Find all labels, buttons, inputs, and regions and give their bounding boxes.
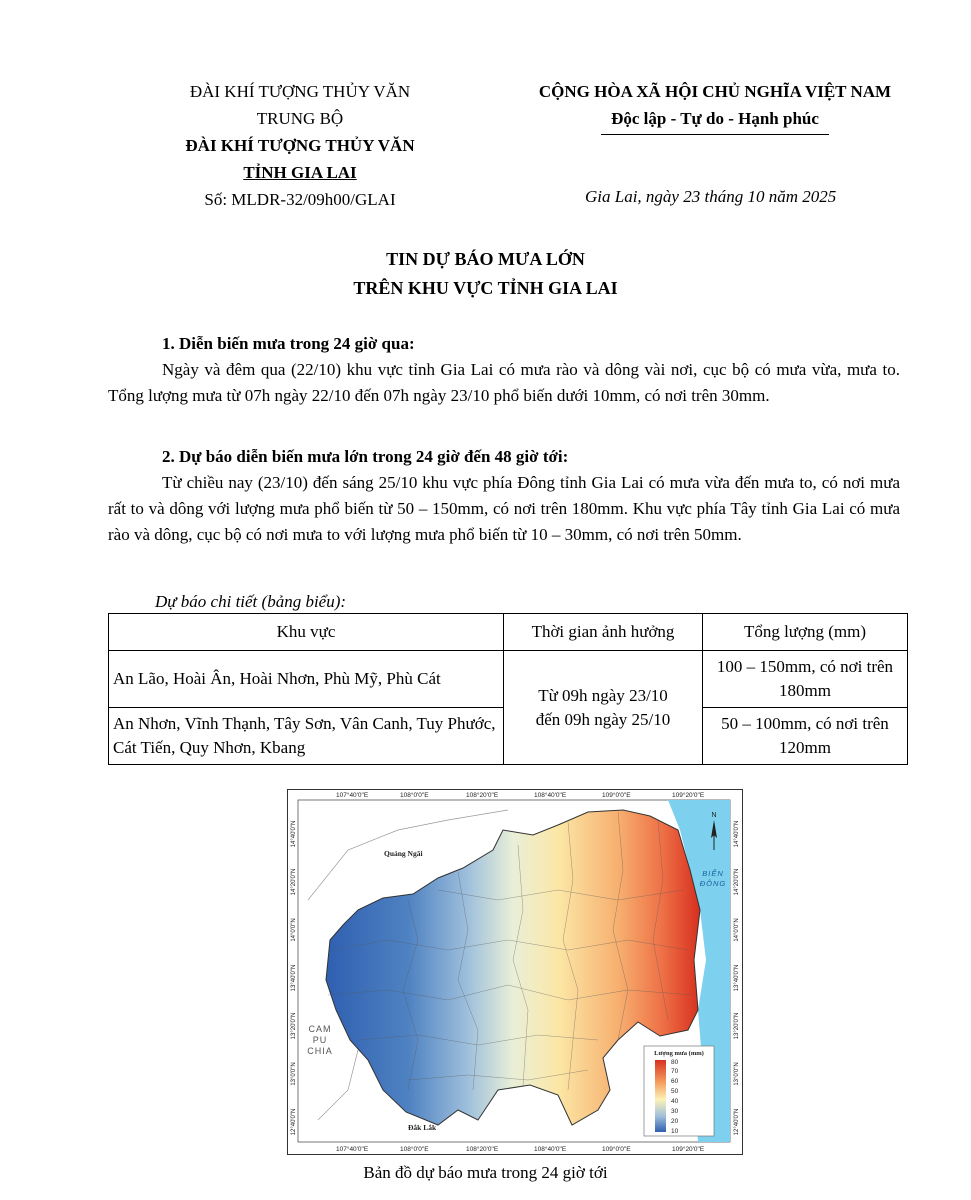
sea-label: BIỂN <box>702 869 724 878</box>
national-header <box>490 78 940 135</box>
legend-value: 60 <box>671 1078 679 1085</box>
section-past-rain <box>108 331 900 409</box>
dak-lak-label: Đắk Lắk <box>408 1123 437 1132</box>
bottom-lon-label: 109°0'0"E <box>602 1146 631 1153</box>
row1-amount: 100 – 150mm, có nơi trên 180mm <box>703 651 908 708</box>
table-caption: Dự báo chi tiết (bảng biểu): <box>155 592 347 611</box>
document-number: Số: MLDR-32/09h00/GLAI <box>204 190 396 209</box>
forecast-table <box>108 613 908 765</box>
right-lat-label: 14°40'0"N <box>734 820 740 848</box>
agency-parent-line1: ĐÀI KHÍ TƯỢNG THỦY VĂN <box>189 82 411 101</box>
title-line2: TRÊN KHU VỰC TỈNH GIA LAI <box>353 278 618 298</box>
table-row <box>109 651 908 708</box>
right-lat-label: 13°40'0"N <box>734 964 740 992</box>
bottom-lon-label: 109°20'0"E <box>672 1146 705 1153</box>
agency-parent-line2: TRUNG BỘ <box>256 109 344 128</box>
header-area: Khu vực <box>109 614 504 651</box>
cambodia-label: CHIA <box>307 1046 333 1056</box>
right-lat-label: 14°20'0"N <box>734 868 740 896</box>
time-line1: Từ 09h ngày 23/10 <box>538 685 668 705</box>
agency-header <box>140 78 460 213</box>
section1-body: Ngày và đêm qua (22/10) khu vực tỉnh Gia Lai có mưa rào và dông vài nơi, cục bộ có mưa vừa, mưa to. Tổng lượng mưa từ 07h ngày 22/10 đến 07h ngày 23/10 phổ biến dưới 10mm, có nơi trên 30mm. <box>108 360 900 405</box>
legend-value: 50 <box>671 1088 679 1095</box>
document-title <box>0 245 971 303</box>
table-header-row <box>109 614 908 651</box>
quang-ngai-label: Quảng Ngãi <box>384 849 423 858</box>
top-lon-label: 108°0'0"E <box>400 792 429 799</box>
top-lon-label: 108°20'0"E <box>466 792 499 799</box>
row2-area: An Nhơn, Vĩnh Thạnh, Tây Sơn, Vân Canh, Tuy Phước, Cát Tiến, Quy Nhơn, Kbang <box>109 708 504 765</box>
legend-value: 30 <box>671 1108 679 1115</box>
title-line1: TIN DỰ BÁO MƯA LỚN <box>386 249 585 269</box>
country-name: CỘNG HÒA XÃ HỘI CHỦ NGHĨA VIỆT NAM <box>538 82 892 101</box>
top-lon-label: 107°40'0"E <box>336 792 369 799</box>
left-lat-label: 13°0'0"N <box>291 1062 297 1086</box>
agency-name-line1: ĐÀI KHÍ TƯỢNG THỦY VĂN <box>185 136 415 155</box>
legend-value: 70 <box>671 1068 679 1075</box>
bottom-lon-label: 107°40'0"E <box>336 1146 369 1153</box>
left-lat-label: 14°0'0"N <box>291 918 297 942</box>
left-lat-label: 14°40'0"N <box>291 820 297 848</box>
section-forecast <box>108 444 900 548</box>
map-caption: Bản đồ dự báo mưa trong 24 giờ tới <box>363 1163 608 1182</box>
legend-value: 40 <box>671 1098 679 1105</box>
right-lat-label: 12°40'0"N <box>734 1108 740 1136</box>
bottom-lon-label: 108°0'0"E <box>400 1146 429 1153</box>
rain-legend <box>644 1046 714 1136</box>
rain-forecast-map <box>287 789 743 1155</box>
top-lon-label: 109°0'0"E <box>602 792 631 799</box>
section2-heading: 2. Dự báo diễn biến mưa lớn trong 24 giờ đến 48 giờ tới: <box>162 447 569 466</box>
north-label: N <box>711 812 717 819</box>
row1-area: An Lão, Hoài Ân, Hoài Nhơn, Phù Mỹ, Phù Cát <box>109 651 504 708</box>
time-line2: đến 09h ngày 25/10 <box>535 709 671 729</box>
left-lat-label: 13°20'0"N <box>291 1012 297 1040</box>
top-lon-label: 109°20'0"E <box>672 792 705 799</box>
section1-heading: 1. Diễn biến mưa trong 24 giờ qua: <box>162 334 415 353</box>
cambodia-label: CAM <box>308 1024 332 1034</box>
top-lon-label: 108°40'0"E <box>534 792 567 799</box>
header-time: Thời gian ảnh hưởng <box>504 614 703 651</box>
right-lat-label: 13°20'0"N <box>734 1012 740 1040</box>
map-svg <box>288 790 742 1154</box>
row2-amount: 50 – 100mm, có nơi trên 120mm <box>703 708 908 765</box>
left-lat-label: 13°40'0"N <box>291 964 297 992</box>
cambodia-label: PU <box>312 1035 328 1045</box>
right-lat-label: 13°0'0"N <box>734 1062 740 1086</box>
header-amount: Tổng lượng (mm) <box>703 614 908 651</box>
right-lat-label: 14°0'0"N <box>734 918 740 942</box>
section2-body: Từ chiều nay (23/10) đến sáng 25/10 khu vực phía Đông tỉnh Gia Lai có mưa vừa đến mưa to, có nơi mưa rất to và dông với lượng mưa phổ biến từ 50 – 150mm, có nơi trên 180mm. Khu vực phía Tây tỉnh Gia Lai có mưa rào và dông, cục bộ có nơi mưa to với lượng mưa phổ biến từ 10 – 30mm, có nơi trên 50mm. <box>108 473 900 544</box>
legend-value: 20 <box>671 1118 679 1125</box>
time-cell <box>504 651 703 765</box>
sea-label: ĐÔNG <box>699 879 727 888</box>
legend-title: Lượng mưa (mm) <box>654 1050 704 1057</box>
agency-name-line2: TỈNH GIA LAI <box>243 163 357 182</box>
bottom-lon-label: 108°20'0"E <box>466 1146 499 1153</box>
legend-value: 80 <box>671 1059 679 1066</box>
bottom-lon-label: 108°40'0"E <box>534 1146 567 1153</box>
left-lat-label: 14°20'0"N <box>291 868 297 896</box>
left-lat-label: 12°40'0"N <box>291 1108 297 1136</box>
national-motto: Độc lập - Tự do - Hạnh phúc <box>601 105 829 135</box>
legend-value: 10 <box>671 1128 679 1135</box>
issue-date: Gia Lai, ngày 23 tháng 10 năm 2025 <box>585 187 837 206</box>
